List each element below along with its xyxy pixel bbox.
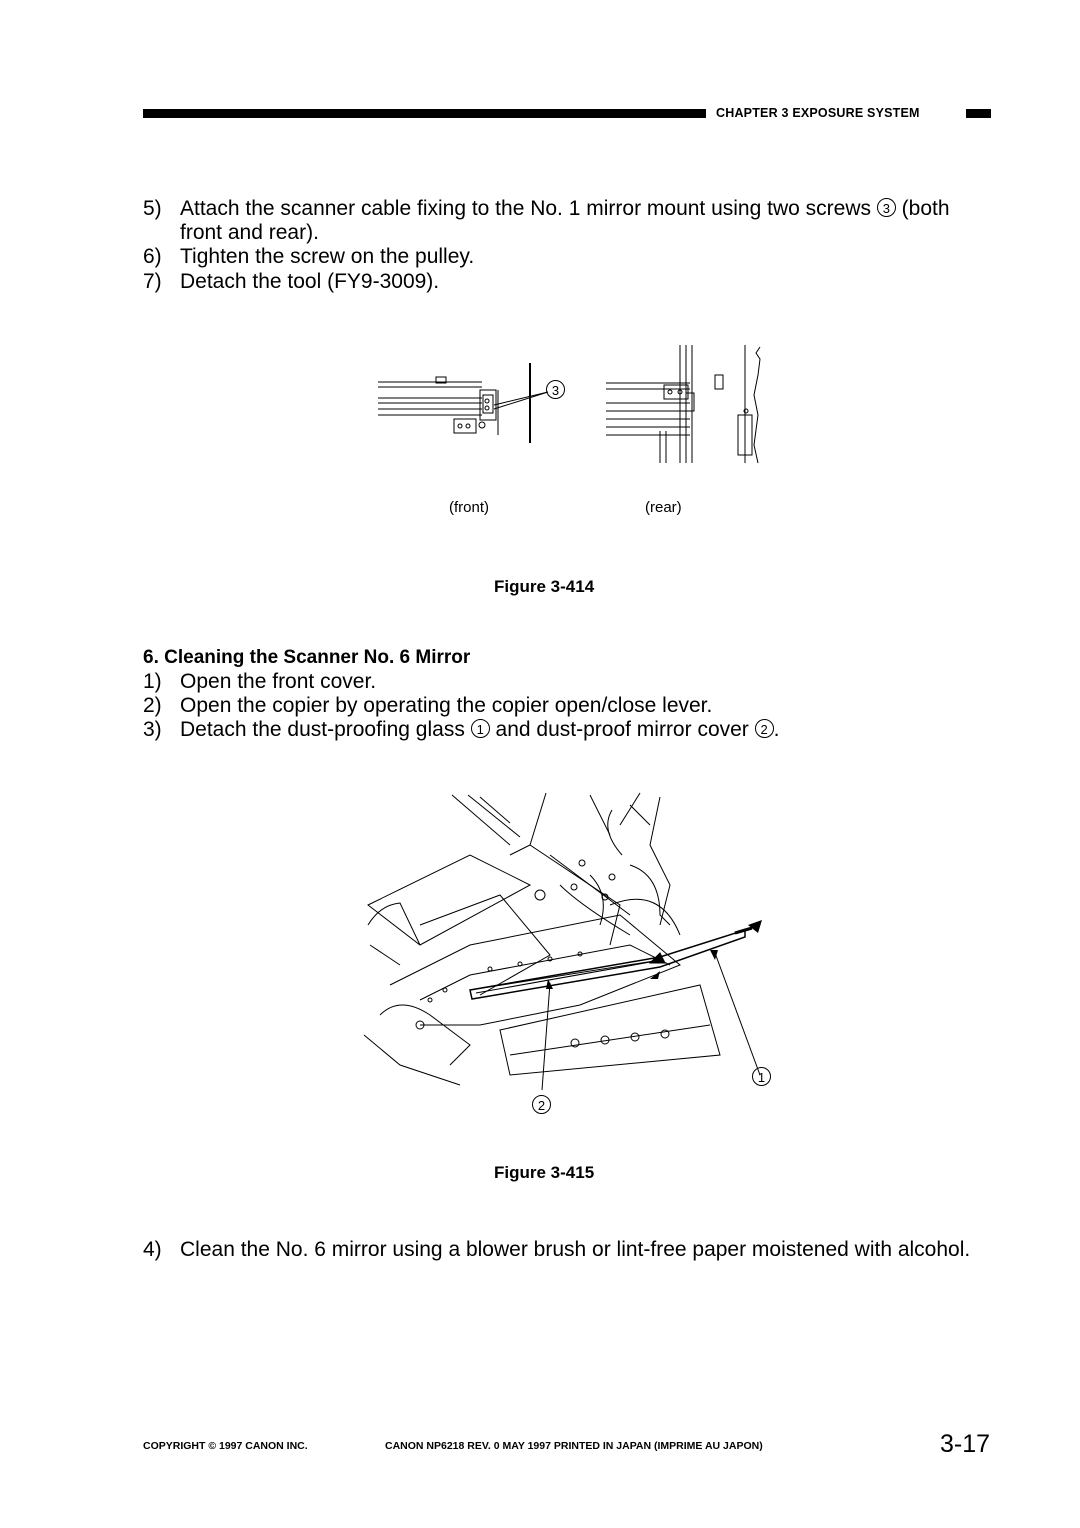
callout-marker: 1 <box>471 719 490 738</box>
step-text: Open the front cover. <box>180 670 377 693</box>
step-text: Open the copier by operating the copier open/close lever. <box>180 694 713 717</box>
figure-414-drawing <box>370 335 780 475</box>
section-heading: 6. Cleaning the Scanner No. 6 Mirror <box>143 647 471 668</box>
step-7 <box>143 270 743 294</box>
step-number: 1) <box>143 670 162 693</box>
header-rule-right <box>966 109 991 118</box>
step-text: Detach the tool (FY9-3009). <box>180 270 440 293</box>
rear-assembly <box>606 345 760 463</box>
footer-publication: CANON NP6218 REV. 0 MAY 1997 PRINTED IN JAPAN (IMPRIME AU JAPON) <box>385 1440 763 1452</box>
step-number: 6) <box>143 245 162 268</box>
step-6 <box>143 245 743 269</box>
figure-414-callout-3 <box>546 380 565 402</box>
step-text-after: (both <box>901 197 950 220</box>
step-number: 3) <box>143 718 162 741</box>
label-rear: (rear) <box>645 499 682 516</box>
callout-marker: 1 <box>752 1067 771 1086</box>
step-number: 5) <box>143 197 162 220</box>
step-number: 7) <box>143 270 162 293</box>
figure-414-caption: Figure 3-414 <box>494 577 595 596</box>
copier-interior <box>364 793 720 1085</box>
step-text <box>180 718 779 742</box>
callout-marker: 2 <box>755 719 774 738</box>
step-text <box>180 197 950 221</box>
step-5-continuation <box>143 221 743 245</box>
front-assembly <box>378 363 548 443</box>
step-number: 2) <box>143 694 162 717</box>
section-step-3 <box>143 718 923 742</box>
figure-415-caption: Figure 3-415 <box>494 1163 595 1182</box>
step-5 <box>143 197 1003 221</box>
step-text-before: Detach the dust-proofing glass <box>180 718 465 741</box>
header-rule-left <box>143 109 706 118</box>
step-text: Tighten the screw on the pulley. <box>180 245 475 268</box>
section-step-2 <box>143 694 903 718</box>
section-step-1 <box>143 670 743 694</box>
step-text-before: Attach the scanner cable fixing to the No. 1 mirror mount using two screws <box>180 197 871 220</box>
step-number: 4) <box>143 1238 162 1261</box>
figure-415-callout-1 <box>752 1067 771 1089</box>
callout-marker: 3 <box>546 380 565 399</box>
callout-marker: 3 <box>877 198 896 217</box>
figure-415-drawing <box>360 785 780 1115</box>
footer-copyright: COPYRIGHT © 1997 CANON INC. <box>143 1440 308 1452</box>
step-text: Clean the No. 6 mirror using a blower brush or lint-free paper moistened with alcohol. <box>180 1238 971 1261</box>
step-text-mid: and dust-proof mirror cover <box>495 718 749 741</box>
callout-marker: 2 <box>532 1095 551 1114</box>
step-text-after: . <box>773 718 780 741</box>
figure-415-callout-2 <box>532 1095 551 1117</box>
dust-proof-glass <box>470 930 745 999</box>
step-text: front and rear). <box>180 221 319 244</box>
step-4 <box>143 1238 1003 1262</box>
chapter-title: CHAPTER 3 EXPOSURE SYSTEM <box>716 106 920 120</box>
label-front: (front) <box>449 499 490 516</box>
page-number: 3-17 <box>940 1430 991 1458</box>
